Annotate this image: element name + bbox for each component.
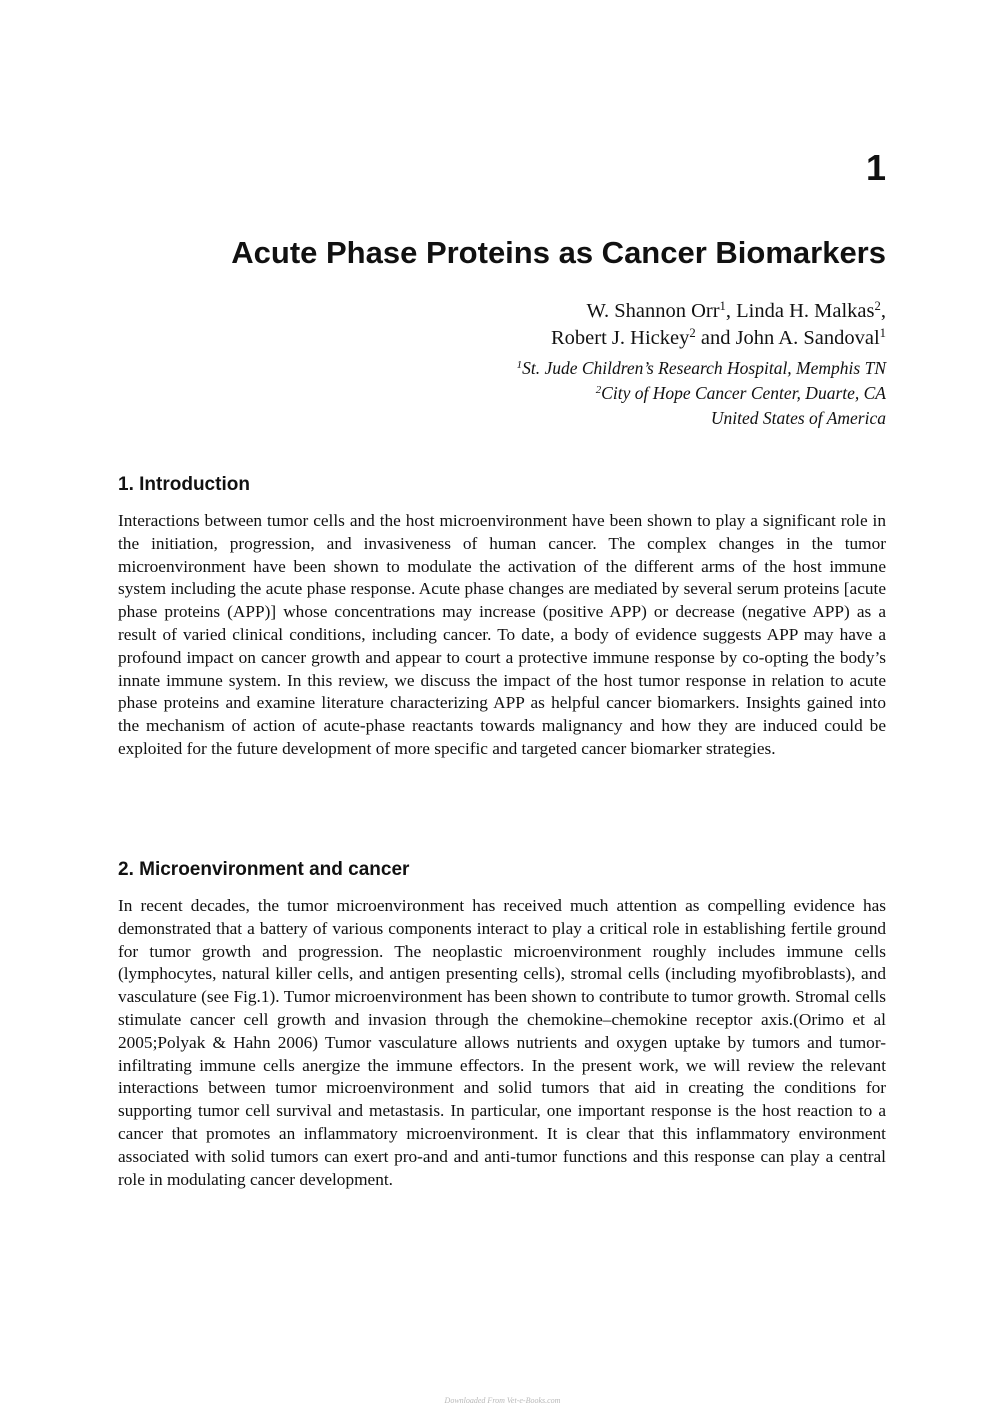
author-line-1 (551, 298, 886, 325)
affiliation-2-marker: 2 (595, 384, 602, 397)
affiliation-1 (517, 356, 886, 381)
author-hickey: Robert J. Hickey (551, 327, 690, 349)
section-heading-microenvironment: 2. Microenvironment and cancer (118, 859, 410, 880)
chapter-title: Acute Phase Proteins as Cancer Biomarkers (231, 235, 886, 270)
affiliation-country: United States of America (710, 408, 886, 428)
author-malkas-affiliation-marker: 2 (874, 299, 881, 314)
affiliation-1-marker: 1 (516, 359, 523, 372)
chapter-number: 1 (865, 147, 886, 188)
author-malkas: , Linda H. Malkas (725, 300, 875, 322)
author-orr-affiliation-marker: 1 (719, 299, 726, 314)
section-body-introduction: Interactions between tumor cells and the host microenvironment have been shown to play a significant role in the initiation, progression, and invasiveness of human cancer. The complex changes in the tumor microenvironment have been shown to modulate the activation of the different arms of the host immune system including the acute phase response. Acute phase changes are mediated by several serum proteins [acute phase proteins (APP)] whose concentrations may increase (positive APP) or decrease (negative APP) as a result of varied clinical conditions, including cancer. To date, a body of evidence suggests APP may have a profound impact on cancer growth and appear to court a protective immune response by co-opting the body’s innate immune system. In this review, we discuss the impact of the host tumor response in relation to acute phase proteins and examine literature characterizing APP as helpful cancer biomarkers. Insights gained into the mechanism of action of acute-phase reactants towards malignancy and how they are induced could be exploited for the future development of more specific and targeted cancer biomarker strategies. (118, 511, 886, 758)
section-heading-introduction: 1. Introduction (118, 474, 250, 495)
download-watermark: Downloaded From Vet-e-Books.com (444, 1396, 561, 1405)
author-line-2 (551, 325, 886, 352)
affiliation-2-text: City of Hope Cancer Center, Duarte, CA (601, 383, 886, 403)
author-separator: , (880, 300, 886, 322)
affiliation-1-text: St. Jude Children’s Research Hospital, Memphis TN (522, 358, 886, 378)
author-orr: W. Shannon Orr (586, 300, 720, 322)
author-sandoval: and John A. Sandoval (695, 327, 880, 349)
author-list (551, 298, 886, 352)
affiliation-2 (517, 381, 886, 406)
affiliation-list (517, 356, 886, 431)
section-body-microenvironment: In recent decades, the tumor microenvironment has received much attention as compelling evidence has demonstrated that a battery of various components interact to play a critical role in establishing fertile ground for tumor growth and progression. The neoplastic microenvironment roughly includes immune cells (lymphocytes, natural killer cells, and antigen presenting cells), stromal cells (including myofibroblasts), and vasculature (see Fig.1). Tumor microenvironment has been shown to contribute to tumor growth. Stromal cells stimulate cancer cell growth and invasion through the chemokine–chemokine receptor axis.(Orimo et al 2005;Polyak & Hahn 2006) Tumor vasculature allows nutrients and oxygen uptake by tumors and tumor-infiltrating immune cells anergize the immune effectors. In the present work, we will review the relevant interactions between tumor microenvironment and solid tumors that aid in creating the conditions for supporting tumor cell survival and metastasis. In particular, one important response is the host reaction to a cancer that promotes an inflammatory microenvironment. It is clear that this inflammatory environment associated with solid tumors can exert pro-and and anti-tumor functions and this response can play a central role in modulating cancer development. (118, 896, 886, 1189)
author-sandoval-affiliation-marker: 1 (879, 326, 886, 341)
author-hickey-affiliation-marker: 2 (689, 326, 696, 341)
